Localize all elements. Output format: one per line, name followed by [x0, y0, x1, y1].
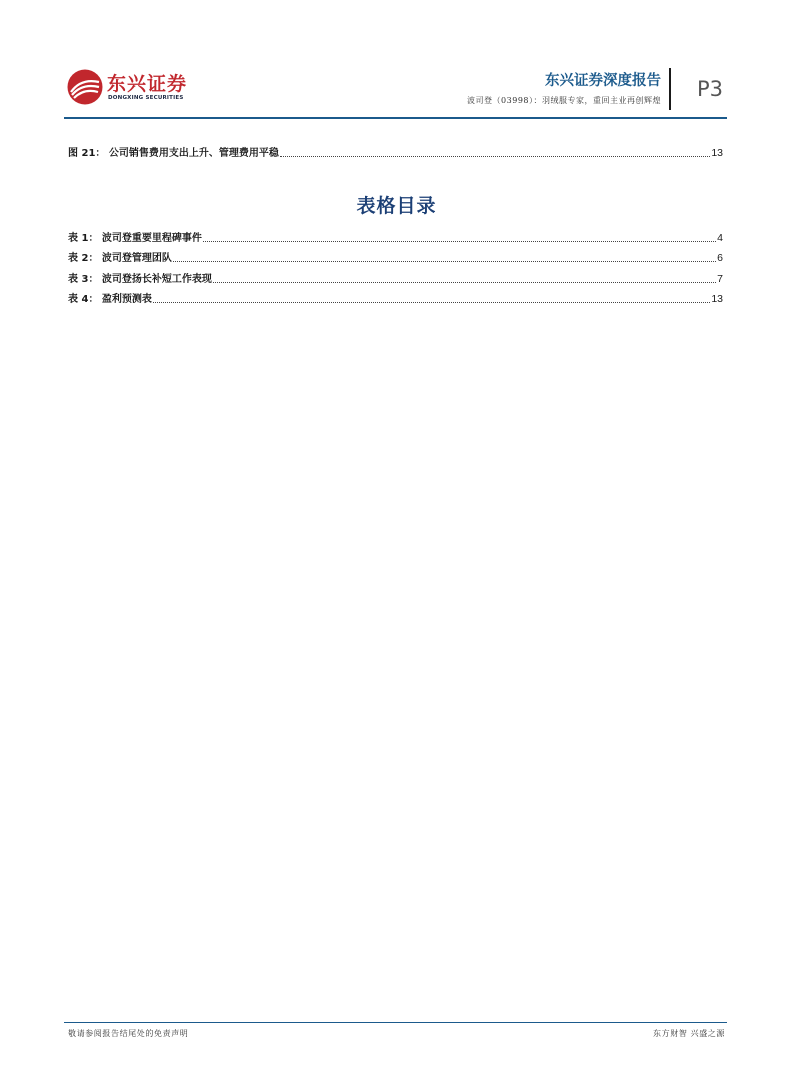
footer-rule [64, 1022, 727, 1023]
page-number: P3 [697, 77, 724, 101]
toc-leader-dots [280, 155, 710, 157]
footer-slogan: 东方财智 兴盛之源 [653, 1029, 725, 1038]
figure-toc-entry[interactable] [68, 146, 723, 160]
toc-entry-label: 表 1： 波司登重要里程碑事件 [68, 233, 202, 244]
logo-english-name: DONGXING SECURITIES [108, 95, 184, 101]
table-toc-entry[interactable] [68, 251, 723, 265]
header-divider [669, 68, 671, 110]
toc-entry-label: 图 21： 公司销售费用支出上升、管理费用平稳 [68, 148, 279, 159]
toc-leader-dots [173, 260, 716, 262]
report-subtitle: 波司登（03998）：羽绒服专家，重回主业再创辉煌 [467, 96, 661, 105]
header-rule [64, 117, 727, 119]
toc-entry-label: 表 4： 盈利预测表 [68, 294, 152, 305]
toc-entry-page: 13 [711, 147, 723, 159]
tables-toc-title: 表格目录 [356, 195, 437, 217]
logo-mark-icon [66, 68, 106, 106]
toc-entry-page: 13 [711, 293, 723, 305]
toc-leader-dots [203, 240, 716, 242]
logo-chinese-name: 东兴证券 [107, 73, 188, 95]
table-toc-entry[interactable] [68, 231, 723, 245]
report-type-title: 东兴证券深度报告 [545, 73, 661, 89]
toc-entry-label: 表 3： 波司登扬长补短工作表现 [68, 274, 212, 285]
company-logo [66, 68, 196, 108]
toc-entry-page: 4 [717, 232, 723, 244]
toc-entry-page: 7 [717, 273, 723, 285]
toc-leader-dots [153, 301, 710, 303]
table-toc-entry[interactable] [68, 292, 723, 306]
toc-entry-label: 表 2： 波司登管理团队 [68, 253, 172, 264]
footer-disclaimer: 敬请参阅报告结尾处的免责声明 [68, 1029, 189, 1038]
toc-leader-dots [213, 281, 716, 283]
table-toc-entry[interactable] [68, 272, 723, 286]
toc-entry-page: 6 [717, 252, 723, 264]
